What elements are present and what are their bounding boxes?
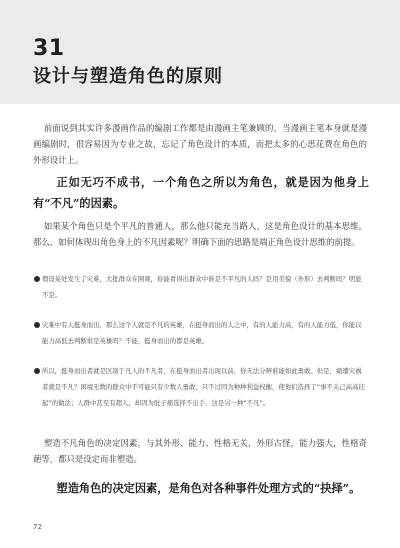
body-paragraph-2: 如果某个角色只是个平凡的普通人，那么他只能充当路人，这是角色设计的基本思维。那么，如何体现出角色身上的不凡因素呢？明确下面的思路是端正角色设计思维的前提。 xyxy=(33,221,367,247)
list-item xyxy=(33,317,367,349)
bullet-dot-icon xyxy=(33,271,40,287)
list-item xyxy=(33,363,367,411)
emphasis-statement-2: 塑造角色的决定因素，是角色对各种事件处理方式的“抉择”。 xyxy=(56,481,361,495)
bullet-dot-icon xyxy=(33,317,40,333)
page-number: 72 xyxy=(33,523,42,531)
list-item-text: 所以，挺身而出者就是区别于凡人的不凡者，在挺身而出者出现以前，你无法分辨谁能如此勇敢。但是，痛遭灾祸者就是不凡？困境无数的群众中不可能只有少数人勇敢，只不过因为种种利益权衡，使他们选择了“事不关己高高挂起”的做法；人群中甚至有超人，却因为肚子痛选择不出手，这是另一种“不凡”。 xyxy=(42,367,365,407)
intro-paragraph: 前面说到其实许多漫画作品的编剧工作都是由漫画主笔兼顾的，当漫画主笔本身就是漫画编剧时，很容易因为专业之故，忘记了角色设计的本质，而把太多的心思花费在角色的外形设计上。 xyxy=(33,123,367,165)
body-paragraph-3: 塑造不凡角色的决定因素，与其外形、能力、性格无关，外形古怪，能力强大，性格奇葩等，都只是设定而非塑造。 xyxy=(33,438,367,464)
chapter-number: 31 xyxy=(33,36,65,61)
list-item-text: 假设某处发生了灾难，大批群众在围观，你能看得出群众中谁是不平凡的人吗？是用美貌（外形）去判断吗？明显不是。 xyxy=(42,275,362,299)
emphasis-statement-1: 正如无巧不成书，一个角色之所以为角色，就是因为他身上有“不凡”的因素。 xyxy=(33,175,369,210)
list-item xyxy=(33,271,367,303)
chapter-header-band xyxy=(0,0,400,104)
chapter-title: 设计与塑造角色的原则 xyxy=(33,66,223,87)
list-item-text: 灾难中有人挺身而出，那么这个人就是不凡的英雄，在挺身而出的人之中，有的人能力高，有的人能力低，你能以能力高低去判断谁是英雄吗？不能，挺身而出的都是英雄。 xyxy=(42,321,362,345)
bullet-dot-icon xyxy=(33,363,40,379)
